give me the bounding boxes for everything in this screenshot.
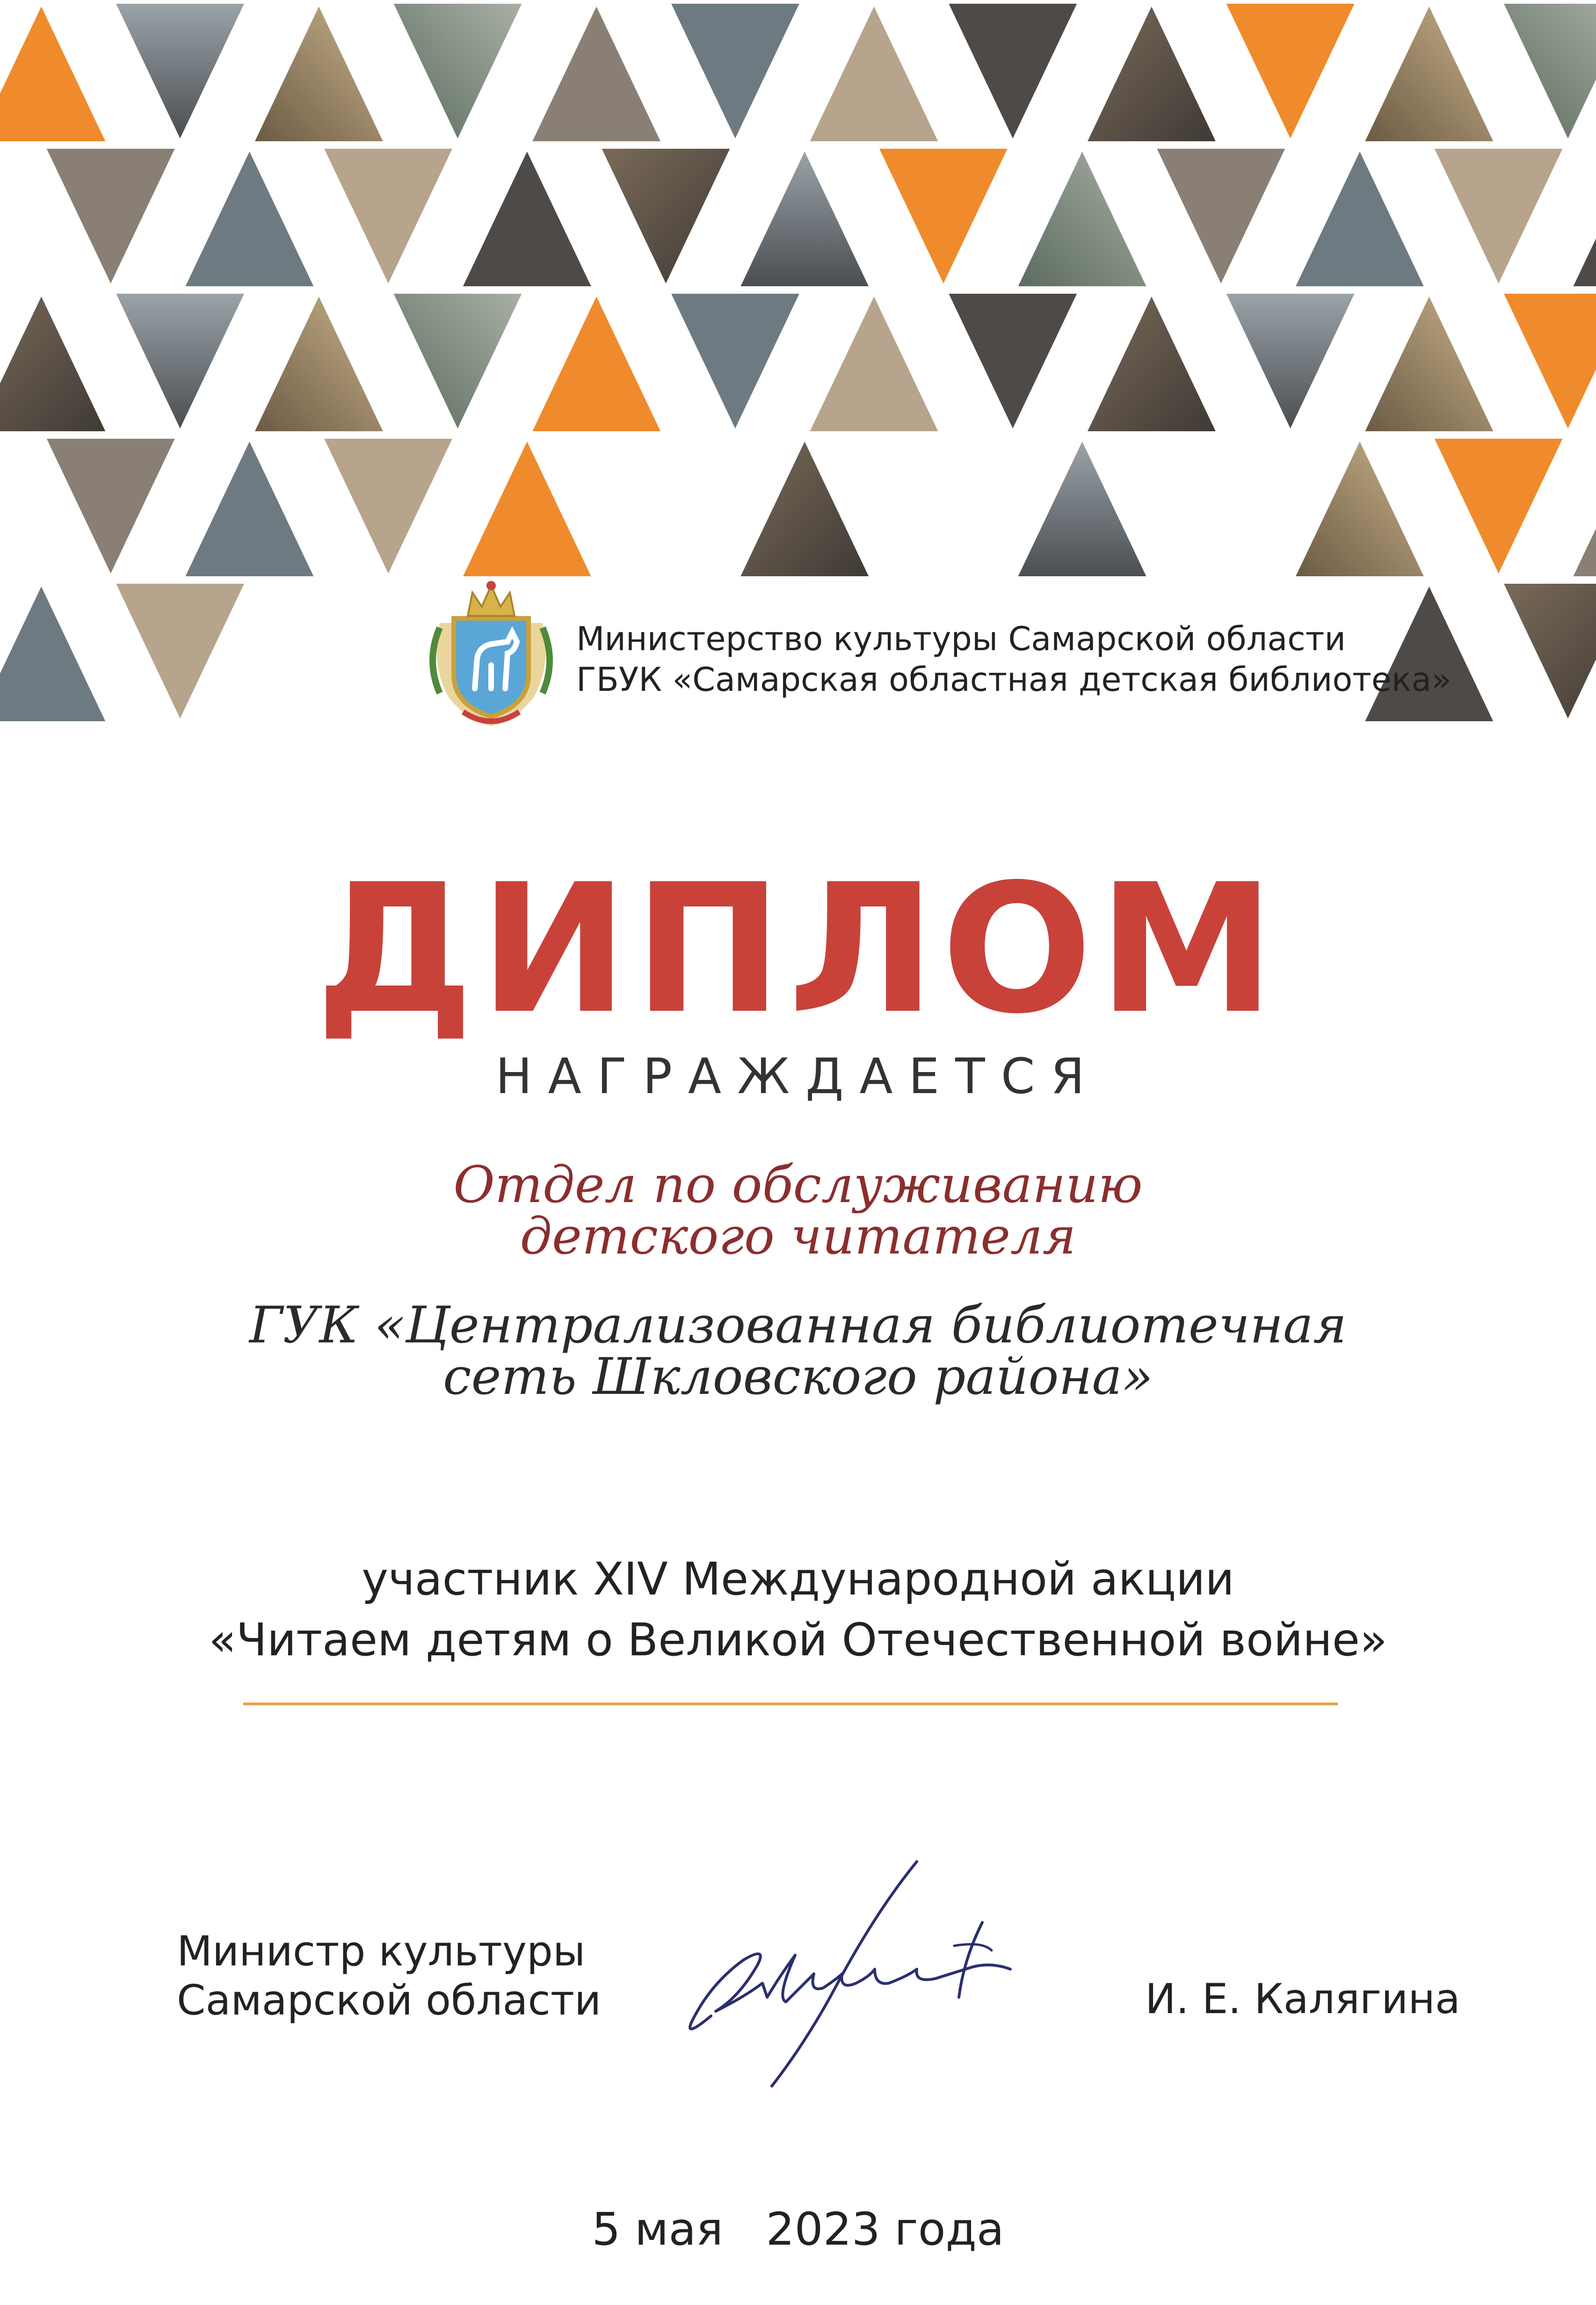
photo-triangle [1088,297,1216,431]
photo-triangle [1365,587,1493,721]
photo-triangle [255,7,383,141]
photo-triangle [186,442,314,576]
photo-triangle [324,149,452,283]
photo-triangle [740,442,869,576]
photo-triangle [1574,442,1596,576]
photo-triangle [1088,7,1216,141]
recipient-line-1: Отдел по обслуживанию [453,1156,1143,1214]
orange-triangle [463,442,591,576]
photo-triangle [116,294,244,428]
orange-triangle [879,149,1008,283]
photo-triangle [810,297,938,431]
photo-triangle [116,4,244,138]
photo-triangle [671,294,799,428]
photo-triangle [810,7,938,141]
photo-triangle [949,4,1077,138]
photo-triangle [1365,7,1493,141]
photo-triangle [0,297,105,431]
diploma-title: ДИПЛОМ [315,846,1281,1053]
samara-coat-of-arms-icon [421,572,561,731]
photo-triangle [255,297,383,431]
photo-triangle [602,149,730,283]
photo-triangle [1018,152,1146,286]
ministry-name: Министерство культуры Самарской области [576,620,1346,658]
photo-triangle [0,587,105,721]
photo-triangle [1504,4,1596,138]
photo-triangle [1365,297,1493,431]
photo-triangle [1504,584,1596,718]
photo-triangle [463,152,591,286]
photo-triangle [1157,149,1285,283]
recipient-line-2: детского читателя [520,1207,1076,1266]
photo-triangle [671,4,799,138]
photo-triangle [1435,149,1563,283]
orange-triangle [1504,294,1596,428]
photo-triangle [949,294,1077,428]
orange-triangle [0,7,105,141]
recipient-org-line-1: ГУК «Централизованная библиотечная [249,1296,1347,1355]
awarded-label: НАГРАЖДАЕТСЯ [495,1048,1101,1105]
divider-line [243,1703,1338,1705]
photo-triangle [47,149,175,283]
signatory-title-line-2: Самарской области [177,1976,602,2024]
signatory-name: И. Е. Калягина [1145,1975,1460,2023]
photo-triangle [1296,152,1424,286]
orange-triangle [532,297,660,431]
photo-triangle [1574,152,1596,286]
photo-triangle [1018,442,1146,576]
recipient-org-line-2: сеть Шкловского района» [443,1348,1153,1406]
library-name: ГБУК «Самарская областная детская библиотека» [576,660,1451,699]
photo-triangle [1226,294,1355,428]
signatory-title-line-1: Министр культуры [177,1927,586,1975]
participation-line-1: участник XIV Международной акции [362,1553,1234,1605]
photo-triangle [324,439,452,573]
photo-triangle [186,152,314,286]
orange-triangle [1226,4,1355,138]
photo-triangle [740,152,869,286]
photo-triangle [47,439,175,573]
photo-triangle [116,584,244,718]
issue-date: 5 мая 2023 года [592,2203,1004,2255]
photo-triangle [532,7,660,141]
photo-triangle [394,4,522,138]
handwritten-signature [655,1843,1066,2105]
photo-triangle [394,294,522,428]
photo-triangle [1296,442,1424,576]
participation-line-2: «Читаем детям о Великой Отечественной войне» [209,1614,1387,1666]
orange-triangle [1435,439,1563,573]
